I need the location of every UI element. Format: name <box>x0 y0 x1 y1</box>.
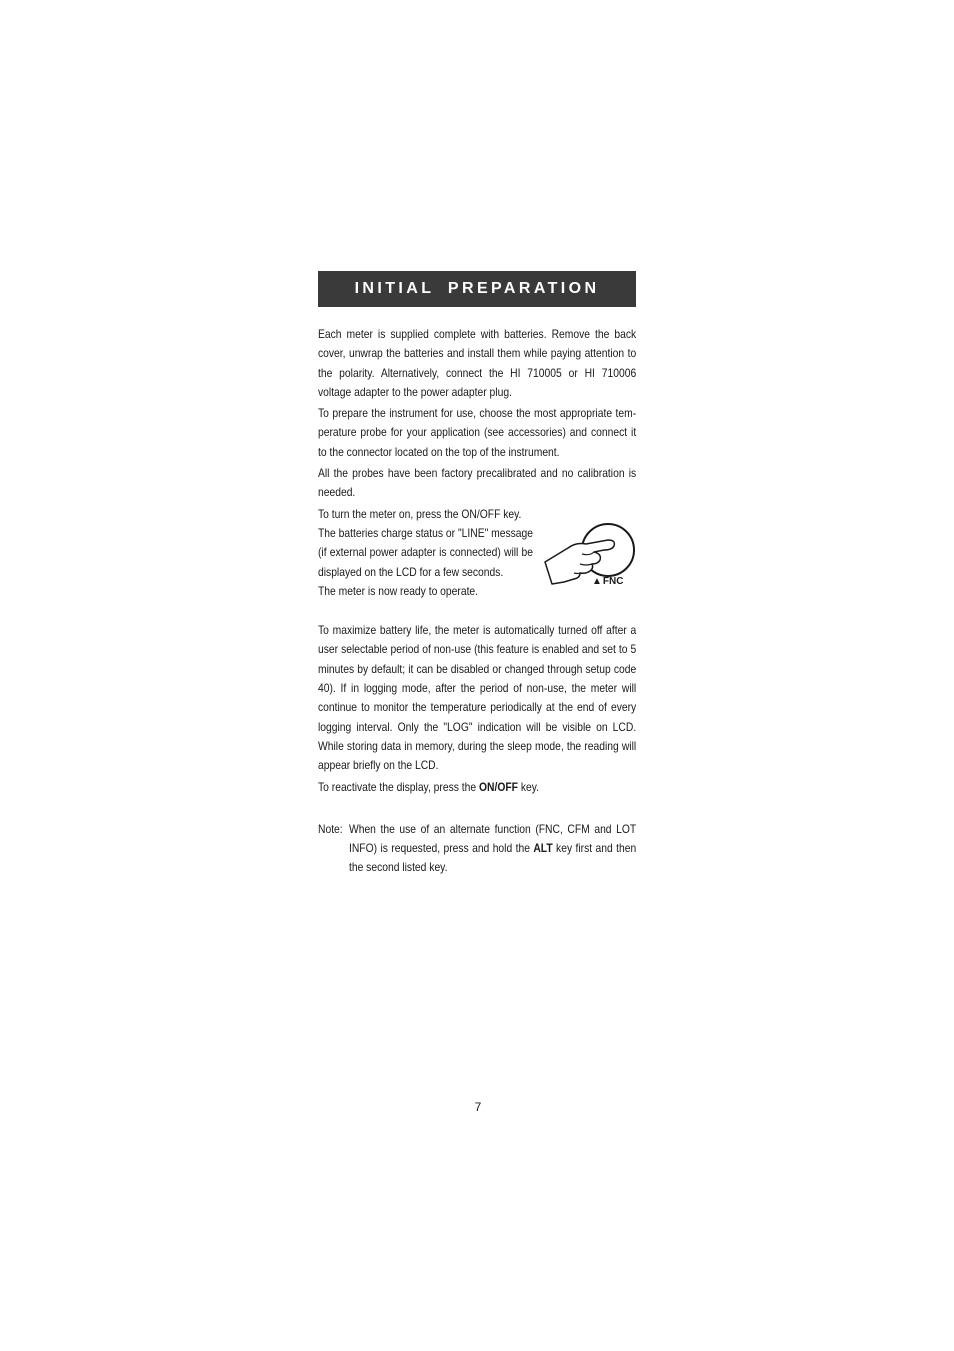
section-title: INITIAL PREPARATION <box>354 280 600 297</box>
paragraph-turn-on: To turn the meter on, press the ON/OFF key. <box>318 506 522 521</box>
note-text: When the use of an alternate function (FNC, CFM and LOT INFO) is requested, press and hold the ALT key first and then the second listed key. <box>348 821 637 875</box>
finger-pressing-key-icon <box>542 518 638 592</box>
alt-key-label: ALT <box>533 841 553 856</box>
body-text <box>318 325 636 878</box>
paragraph-ready: The meter is now ready to operate. <box>318 583 479 598</box>
paragraph-batteries: Each meter is supplied complete with batteries. Remove the back cover, unwrap the batteries and install them while paying attention to the polarity. Alternatively, connect the HI 710005 or HI 710006 voltage adapter to the power adapter plug. <box>318 327 637 399</box>
note <box>318 820 636 878</box>
paragraph-prepare: To prepare the instrument for use, choose the most appropriate tem-perature probe for your application (see accessories) and connect it to the connector located on the top of the instrument. <box>318 406 637 459</box>
paragraph-reactivate: To reactivate the display, press the ON/OFF key. <box>318 779 540 794</box>
onoff-text <box>318 505 533 601</box>
section-title-bar <box>318 271 636 307</box>
onoff-key-label: ON/OFF <box>479 779 518 794</box>
fnc-key-label: ▲ FNC <box>592 576 624 587</box>
paragraph-battery-life: To maximize battery life, the meter is automatically turned off after a user selectable period of non-use (this feature is enabled and set to 5 minutes by default; it can be disabled or changed through setup code 40). If in logging mode, after the period of non-use, the meter will continue to monitor the temperature periodically at the end of every logging interval. Only the "LOG" indication will be visible on LCD. While storing data in memory, during the sleep mode, the reading will appear briefly on the LCD. <box>318 623 637 773</box>
note-label: Note: <box>318 821 343 836</box>
paragraph-charge-status: The batteries charge status or "LINE" message (if external power adapter is connected) will be displayed on the LCD for a few seconds. <box>318 525 533 579</box>
triangle-up-icon: ▲ <box>592 576 602 587</box>
page-number: 7 <box>474 1100 482 1114</box>
paragraph-calibration: All the probes have been factory precalibrated and no calibration is needed. <box>318 466 637 500</box>
